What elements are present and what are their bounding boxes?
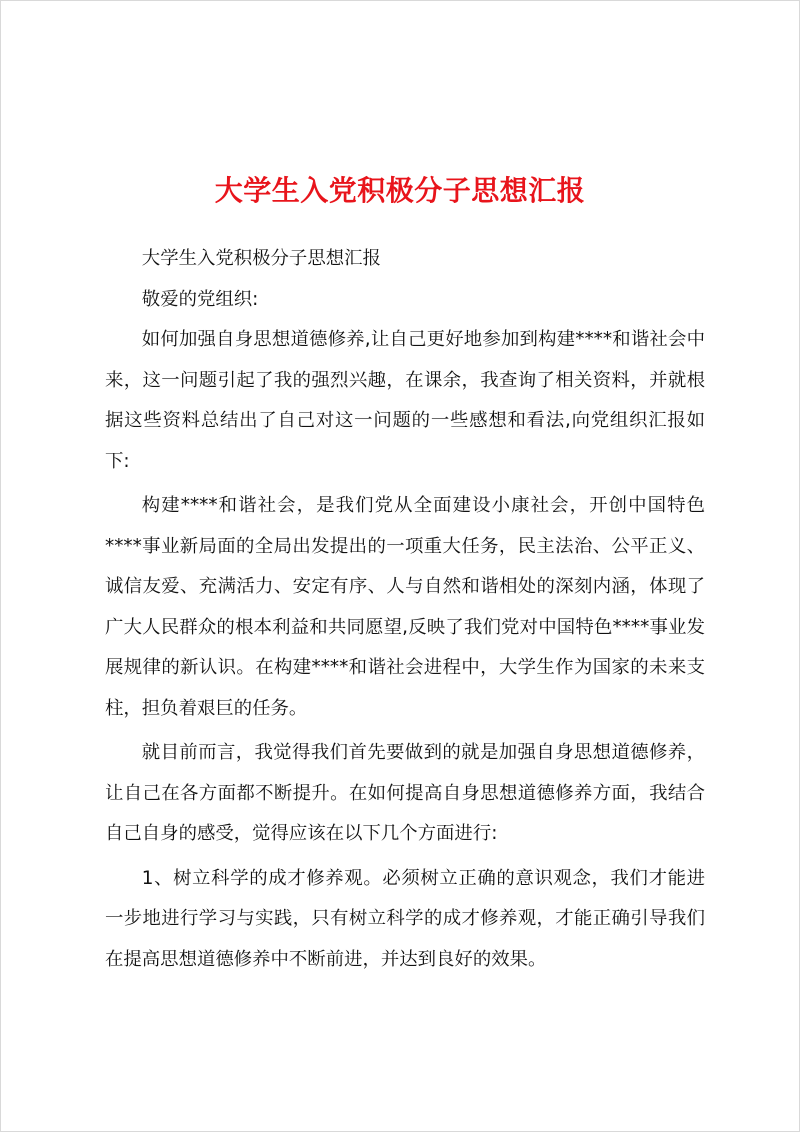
paragraph-harmonious-society: 构建****和谐社会，是我们党从全面建设小康社会，开创中国特色****事业新局面的全局出发提出的一项重大任务，民主法治、公平正义、诚信友爱、充满活力、安定有序、人与自然和谐相处的深刻内涵，体现了广大人民群众的根本利益和共同愿望,反映了我们党对中国特色****事业发展规律的新认识。在构建****和谐社会进程中，大学生作为国家的未来支柱，担负着艰巨的任务。 [105, 495, 705, 719]
paragraph-salutation: 敬爱的党组织: [141, 288, 259, 310]
paragraph-heading: 大学生入党积极分子思想汇报 [141, 248, 381, 269]
paragraph-point-1: 1、树立科学的成才修养观。必须树立正确的意识观念，我们才能进一步地进行学习与实践，只有树立科学的成才修养观，才能正确引导我们在提高思想道德修养中不断前进，并达到良好的效果。 [105, 867, 705, 970]
paragraph-self-cultivation: 就目前而言，我觉得我们首先要做到的就是加强自身思想道德修养，让自己在各方面都不断提升。在如何提高自身思想道德修养方面，我结合自己自身的感受，觉得应该在以下几个方面进行: [105, 742, 705, 844]
document-body [105, 239, 705, 980]
document-title: 大学生入党积极分子思想汇报 [214, 174, 586, 207]
paragraph-intro: 如何加强自身思想道德修养,让自己更好地参加到构建****和谐社会中来，这一问题引起了我的强烈兴趣，在课余，我查询了相关资料，并就根据这些资料总结出了自己对这一问题的一些感想和看法,向党组织汇报如下: [105, 329, 705, 472]
